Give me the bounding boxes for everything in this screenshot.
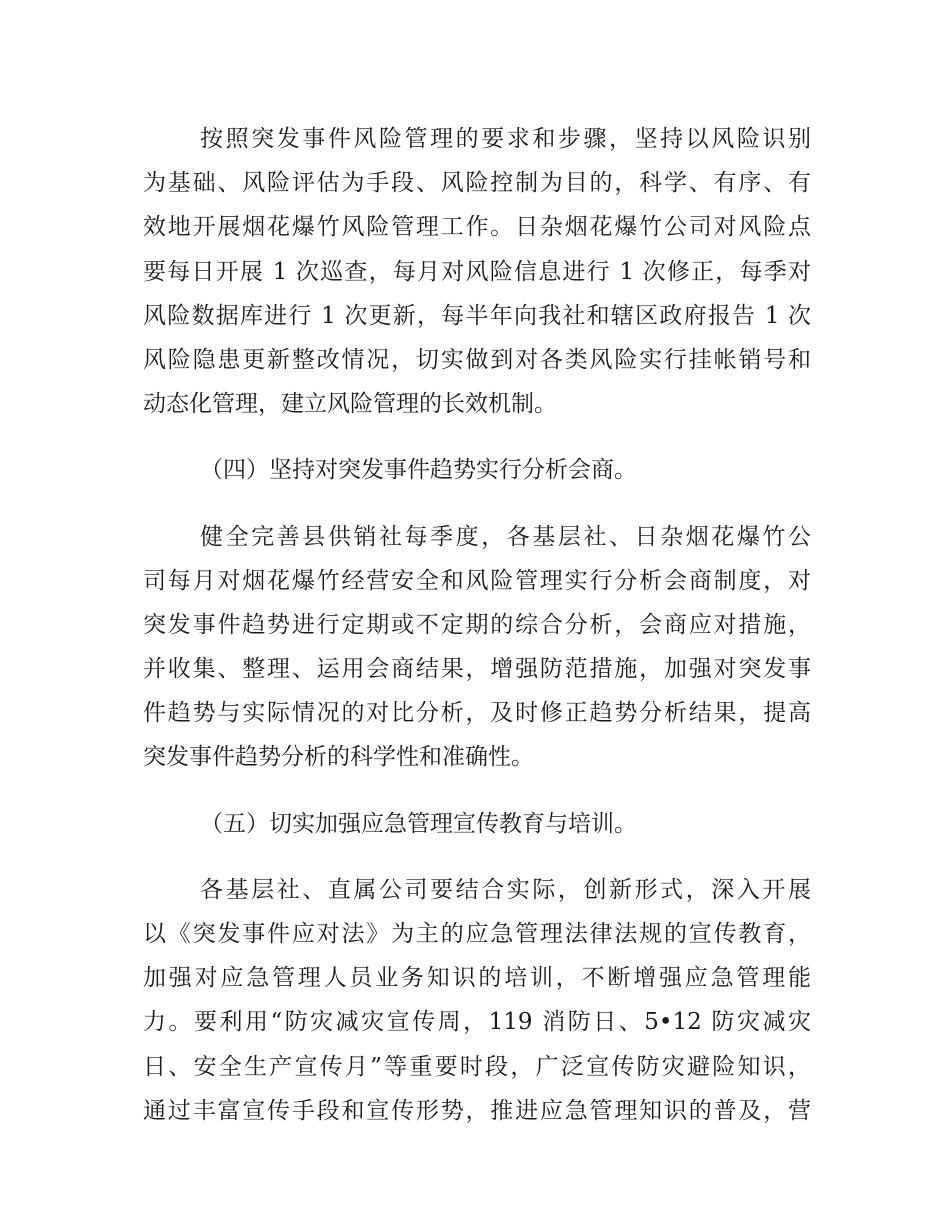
section-heading-4 — [143, 448, 811, 492]
paragraph-line: 日、安全生产宣传月”等重要时段，广泛宣传防灾避险知识， — [143, 1053, 811, 1080]
paragraph-line: 通过丰富宣传手段和宣传形势，推进应急管理知识的普及，营 — [143, 1097, 811, 1124]
paragraph-line: 按照突发事件风险管理的要求和步骤，坚持以风险识别 — [200, 126, 811, 152]
document-page — [143, 117, 811, 1133]
paragraph-line: 加强对应急管理人员业务知识的培训，不断增强应急管理能 — [143, 965, 811, 992]
paragraph-line: 效地开展烟花爆竹风险管理工作。日杂烟花爆竹公司对风险点 — [143, 214, 811, 241]
paragraph-line: 为基础、风险评估为手段、风险控制为目的，科学、有序、有 — [143, 170, 811, 197]
paragraph-line: 各基层社、直属公司要结合实际，创新形式，深入开展 — [200, 876, 811, 903]
paragraph-line: 并收集、整理、运用会商结果，增强防范措施，加强对突发事 — [143, 656, 811, 683]
paragraph-line: 风险隐患更新整改情况，切实做到对各类风险实行挂帐销号和 — [143, 346, 811, 373]
paragraph-line: 要每日开展 1 次巡查，每月对风险信息进行 1 次修正，每季对 — [143, 258, 811, 285]
paragraph-line: 以《突发事件应对法》为主的应急管理法律法规的宣传教育， — [143, 921, 811, 947]
paragraph-line: 件趋势与实际情况的对比分析，及时修正趋势分析结果，提高 — [143, 700, 811, 727]
paragraph-line: 风险数据库进行 1 次更新，每半年向我社和辖区政府报告 1 次 — [143, 302, 811, 329]
heading-line: （五）切实加强应急管理宣传教育与培训。 — [200, 810, 637, 837]
paragraph-line: 健全完善县供销社每季度，各基层社、日杂烟花爆竹公 — [200, 523, 811, 550]
heading-line: （四）坚持对突发事件趋势实行分析会商。 — [200, 457, 637, 484]
paragraph-line: 突发事件趋势进行定期或不定期的综合分析，会商应对措施， — [143, 611, 811, 638]
paragraph-line: 动态化管理，建立风险管理的长效机制。 — [143, 391, 557, 418]
paragraph-trend-analysis — [143, 515, 811, 780]
section-heading-5 — [143, 802, 811, 846]
paragraph-risk-management — [143, 117, 811, 426]
paragraph-education-training — [143, 868, 811, 1133]
paragraph-line: 力。要利用“防灾减灾宣传周，119 消防日、5•12 防灾减灾 — [143, 1009, 811, 1036]
paragraph-line: 突发事件趋势分析的科学性和准确性。 — [143, 744, 534, 771]
paragraph-line: 司每月对烟花爆竹经营安全和风险管理实行分析会商制度，对 — [143, 567, 811, 594]
